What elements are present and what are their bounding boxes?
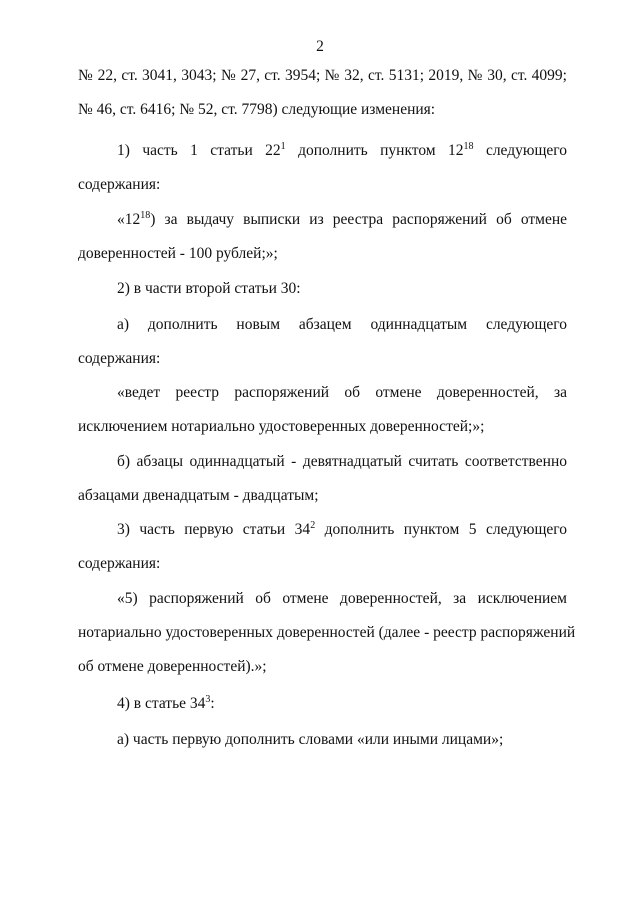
item-3-text-post: дополнить пунктом 5 следующего: [315, 521, 567, 538]
intro-paragraph: [78, 67, 567, 119]
quote-1-line-2: доверенностей - 100 рублей;»;: [78, 245, 278, 262]
item-4a-line: а) часть первую дополнить словами «или иными лицами»;: [117, 731, 504, 748]
item-1-paragraph: [78, 142, 567, 194]
quote-1-sup: 18: [140, 210, 151, 221]
quote-3-line-2: нотариально удостоверенных доверенностей (далее - реестр распоряжений: [78, 624, 576, 641]
quote-1-text-post: ) за выдачу выписки из реестра распоряжений об отмене: [150, 211, 567, 228]
quote-3-line-3: об отмене доверенностей).»;: [78, 658, 267, 675]
item-3-paragraph: [78, 521, 567, 573]
item-1-sup-1: 1: [280, 141, 286, 152]
item-4a-paragraph: [78, 731, 567, 749]
item-1-text-pre: 1) часть 1 статьи 22: [117, 142, 281, 159]
item-1-line-2: содержания:: [78, 176, 161, 193]
page-number: 2: [316, 38, 324, 55]
quote-3-line-1: «5) распоряжений об отмене доверенностей, за исключением: [117, 590, 567, 607]
item-3-line-1: [78, 521, 567, 539]
quote-2-line-2: исключением нотариально удостоверенных доверенностей;»;: [78, 418, 485, 435]
item-4-sup: 3: [205, 694, 211, 705]
item-1-text-mid: дополнить пунктом 12: [285, 142, 464, 159]
item-2-line: 2) в части второй статьи 30:: [117, 280, 301, 297]
quote-2-line-1: «ведет реестр распоряжений об отмене доверенностей, за: [117, 384, 567, 401]
item-3-line-2: содержания:: [78, 555, 161, 572]
item-1-line-1: [78, 142, 567, 160]
item-2b-paragraph: [78, 453, 567, 505]
item-4-paragraph: [78, 695, 567, 713]
item-3-text-pre: 3) часть первую статьи 34: [117, 521, 311, 538]
item-2a-line-2: содержания:: [78, 350, 161, 367]
quote-3-paragraph: [78, 590, 576, 676]
item-2b-line-1: б) абзацы одиннадцатый - девятнадцатый считать соответственно: [117, 453, 567, 470]
item-2a-line-1: а) дополнить новым абзацем одиннадцатым следующего: [117, 316, 567, 333]
item-4-text-post: :: [210, 695, 215, 712]
quote-1-paragraph: [78, 211, 567, 263]
item-2b-line-2: абзацами двенадцатым - двадцатым;: [78, 487, 319, 504]
intro-line-1: № 22, ст. 3041, 3043; № 27, ст. 3954; № 32, ст. 5131; 2019, № 30, ст. 4099;: [78, 67, 567, 84]
quote-1-line-1: [78, 211, 567, 229]
item-1-sup-2: 18: [463, 141, 474, 152]
item-1-text-post: следующего: [473, 142, 567, 159]
item-4-text-pre: 4) в статье 34: [117, 695, 206, 712]
item-4-line: [78, 695, 567, 713]
item-3-sup: 2: [310, 520, 316, 531]
quote-1-text-pre: «12: [117, 211, 141, 228]
item-2a-paragraph: [78, 316, 567, 368]
item-2-paragraph: [78, 280, 567, 298]
intro-line-2: № 46, ст. 6416; № 52, ст. 7798) следующие изменения:: [78, 101, 436, 118]
quote-2-paragraph: [78, 384, 567, 436]
